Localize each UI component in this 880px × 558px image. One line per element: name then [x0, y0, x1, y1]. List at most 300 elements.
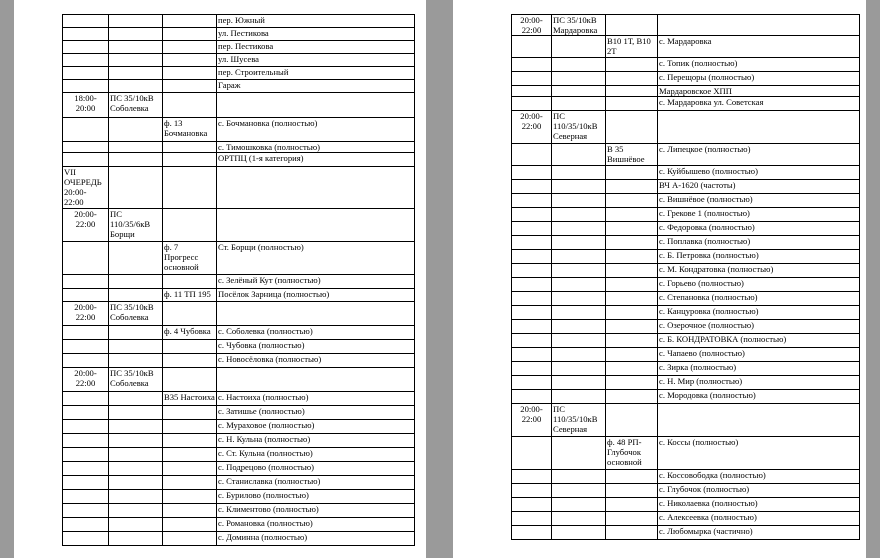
table-row — [512, 390, 860, 404]
table-row — [512, 512, 860, 526]
table-row — [512, 362, 860, 376]
feeder-cell — [606, 166, 658, 180]
feeder-cell — [606, 526, 658, 540]
table-row — [63, 392, 415, 406]
objects-cell: с. Мородовка (полностью) — [658, 390, 860, 404]
feeder-cell — [163, 153, 217, 167]
feeder-cell — [606, 264, 658, 278]
substation-cell — [552, 512, 606, 526]
substation-cell — [552, 390, 606, 404]
substation-cell — [109, 406, 163, 420]
substation-cell — [109, 167, 163, 209]
time-cell — [512, 334, 552, 348]
substation-cell — [552, 97, 606, 111]
feeder-cell — [606, 512, 658, 526]
objects-cell: с. Коссовободка (полностью) — [658, 470, 860, 484]
table-row — [512, 348, 860, 362]
feeder-cell — [163, 167, 217, 209]
time-cell — [512, 320, 552, 334]
feeder-cell — [163, 54, 217, 67]
time-cell — [512, 512, 552, 526]
objects-cell: с. М. Кондратовка (полностью) — [658, 264, 860, 278]
objects-cell: с. Николаевка (полностью) — [658, 498, 860, 512]
time-cell — [512, 236, 552, 250]
objects-cell — [217, 209, 415, 242]
feeder-cell — [606, 306, 658, 320]
objects-cell — [217, 93, 415, 118]
table-row — [63, 326, 415, 340]
substation-cell — [109, 504, 163, 518]
objects-cell: с. Ст. Кульна (полностью) — [217, 448, 415, 462]
objects-cell — [658, 404, 860, 437]
feeder-cell — [163, 93, 217, 118]
objects-cell: с. Мардаровка — [658, 36, 860, 58]
substation-cell: ПС 110/35/10кВ Северная — [552, 404, 606, 437]
objects-cell: с. Бурилово (полностью) — [217, 490, 415, 504]
table-row — [63, 142, 415, 153]
substation-cell — [109, 532, 163, 546]
objects-cell: с. Горьево (полностью) — [658, 278, 860, 292]
feeder-cell — [163, 368, 217, 392]
substation-cell — [109, 28, 163, 41]
substation-cell — [552, 437, 606, 470]
time-cell — [512, 58, 552, 72]
time-cell — [63, 80, 109, 93]
table-row — [512, 72, 860, 86]
substation-cell — [109, 242, 163, 275]
substation-cell: ПС 110/35/6кВ Борщи — [109, 209, 163, 242]
feeder-cell — [163, 28, 217, 41]
substation-cell — [552, 484, 606, 498]
table-row — [512, 470, 860, 484]
table-row — [63, 504, 415, 518]
objects-cell — [658, 111, 860, 144]
feeder-cell — [163, 275, 217, 289]
table-row — [63, 15, 415, 28]
feeder-cell — [606, 58, 658, 72]
time-cell — [63, 54, 109, 67]
time-cell — [512, 292, 552, 306]
time-cell — [63, 67, 109, 80]
time-cell — [63, 448, 109, 462]
substation-cell — [109, 326, 163, 340]
feeder-cell: ф. 4 Чубовка — [163, 326, 217, 340]
objects-cell: пер. Пестикова — [217, 41, 415, 54]
time-cell — [512, 264, 552, 278]
substation-cell — [109, 142, 163, 153]
objects-cell: с. Затишье (полностью) — [217, 406, 415, 420]
substation-cell — [552, 72, 606, 86]
substation-cell — [109, 80, 163, 93]
substation-cell — [552, 194, 606, 208]
substation-cell — [552, 320, 606, 334]
objects-cell: с. Глубочок (полностью) — [658, 484, 860, 498]
feeder-cell — [606, 334, 658, 348]
substation-cell — [109, 420, 163, 434]
feeder-cell — [163, 462, 217, 476]
time-cell — [63, 392, 109, 406]
substation-cell — [552, 250, 606, 264]
feeder-cell — [163, 490, 217, 504]
time-cell: 20:00- 22:00 — [63, 302, 109, 326]
feeder-cell — [606, 180, 658, 194]
table-row — [63, 28, 415, 41]
feeder-cell — [163, 80, 217, 93]
objects-cell: с. Поплавка (полностью) — [658, 236, 860, 250]
substation-cell — [109, 118, 163, 142]
feeder-cell: В 35 Вишнёвое — [606, 144, 658, 166]
feeder-cell — [606, 72, 658, 86]
feeder-cell — [163, 518, 217, 532]
time-cell — [63, 118, 109, 142]
feeder-cell: ф. 11 ТП 195 — [163, 289, 217, 302]
objects-cell: с. Бочмановка (полностью) — [217, 118, 415, 142]
feeder-cell — [606, 222, 658, 236]
table-row — [63, 67, 415, 80]
objects-cell: с. Доминна (полностью) — [217, 532, 415, 546]
substation-cell — [109, 153, 163, 167]
objects-cell — [217, 167, 415, 209]
feeder-cell — [606, 362, 658, 376]
table-row — [63, 434, 415, 448]
objects-cell: ВЧ А-1620 (частоты) — [658, 180, 860, 194]
substation-cell — [552, 58, 606, 72]
time-cell: VII ОЧЕРЕДЬ 20:00- 22:00 — [63, 167, 109, 209]
objects-cell: с. Озерочное (полностью) — [658, 320, 860, 334]
objects-cell: с. Грекове 1 (полностью) — [658, 208, 860, 222]
time-cell — [512, 222, 552, 236]
substation-cell — [109, 462, 163, 476]
table-row — [63, 93, 415, 118]
table-row — [63, 406, 415, 420]
objects-cell: с. Б. Петровка (полностью) — [658, 250, 860, 264]
table-row — [512, 222, 860, 236]
feeder-cell — [606, 376, 658, 390]
feeder-cell — [163, 340, 217, 354]
time-cell — [512, 72, 552, 86]
time-cell — [512, 470, 552, 484]
objects-cell: с. Настоиха (полностью) — [217, 392, 415, 406]
feeder-cell — [606, 15, 658, 36]
objects-cell: с. Тимошковка (полностью) — [217, 142, 415, 153]
table-row — [512, 144, 860, 166]
time-cell: 20:00- 22:00 — [63, 209, 109, 242]
feeder-cell — [606, 97, 658, 111]
table-row — [512, 86, 860, 97]
time-cell — [63, 142, 109, 153]
time-cell — [512, 36, 552, 58]
time-cell: 20:00- 22:00 — [512, 404, 552, 437]
table-row — [512, 58, 860, 72]
feeder-cell — [606, 194, 658, 208]
objects-cell: с. Степановка (полностью) — [658, 292, 860, 306]
objects-cell: с. Любомырка (частично) — [658, 526, 860, 540]
objects-cell: с. Куйбышево (полностью) — [658, 166, 860, 180]
time-cell — [512, 306, 552, 320]
substation-cell — [552, 264, 606, 278]
feeder-cell — [163, 209, 217, 242]
substation-cell — [552, 526, 606, 540]
time-cell — [512, 208, 552, 222]
substation-cell: ПС 35/10кВ Соболевка — [109, 368, 163, 392]
feeder-cell: В35 Настоиха — [163, 392, 217, 406]
feeder-cell — [163, 67, 217, 80]
time-cell — [512, 376, 552, 390]
objects-cell: Ст. Борщи (полностью) — [217, 242, 415, 275]
time-cell — [63, 518, 109, 532]
substation-cell — [552, 180, 606, 194]
time-cell — [63, 15, 109, 28]
objects-cell: с. Станиславка (полностью) — [217, 476, 415, 490]
time-cell — [63, 326, 109, 340]
objects-cell: с. Липецкое (полностью) — [658, 144, 860, 166]
objects-cell — [217, 368, 415, 392]
table-row — [63, 340, 415, 354]
table-row — [512, 498, 860, 512]
feeder-cell — [163, 434, 217, 448]
time-cell — [63, 41, 109, 54]
objects-cell: с. Топик (полностью) — [658, 58, 860, 72]
feeder-cell — [163, 476, 217, 490]
substation-cell — [109, 354, 163, 368]
time-cell — [63, 504, 109, 518]
time-cell — [512, 362, 552, 376]
table-row — [63, 420, 415, 434]
objects-cell: с. Климентово (полностью) — [217, 504, 415, 518]
time-cell: 18:00- 20:00 — [63, 93, 109, 118]
substation-cell: ПС 35/10кВ Соболевка — [109, 302, 163, 326]
substation-cell — [552, 306, 606, 320]
time-cell — [63, 462, 109, 476]
time-cell — [512, 278, 552, 292]
objects-cell: с. Н. Кульна (полностью) — [217, 434, 415, 448]
objects-cell: ул. Шусева — [217, 54, 415, 67]
time-cell — [63, 490, 109, 504]
table-row — [512, 208, 860, 222]
substation-cell — [552, 348, 606, 362]
objects-cell: с. Вишнёвое (полностью) — [658, 194, 860, 208]
substation-cell — [109, 490, 163, 504]
table-row — [63, 518, 415, 532]
feeder-cell — [606, 250, 658, 264]
objects-cell: с. Чубовка (полностью) — [217, 340, 415, 354]
table-row — [512, 334, 860, 348]
time-cell — [512, 180, 552, 194]
substation-cell — [552, 36, 606, 58]
table-row — [63, 289, 415, 302]
feeder-cell: ф. 48 РП- Глубочок основной — [606, 437, 658, 470]
substation-cell — [552, 166, 606, 180]
feeder-cell — [606, 86, 658, 97]
objects-cell: с. Б. КОНДРАТОВКА (полностью) — [658, 334, 860, 348]
substation-cell — [552, 86, 606, 97]
time-cell — [63, 28, 109, 41]
table-row — [512, 36, 860, 58]
table-row — [63, 54, 415, 67]
feeder-cell — [606, 292, 658, 306]
feeder-cell — [606, 390, 658, 404]
objects-cell: пер. Южный — [217, 15, 415, 28]
table-row — [512, 306, 860, 320]
feeder-cell — [606, 498, 658, 512]
objects-cell: с. Чапаево (полностью) — [658, 348, 860, 362]
feeder-cell: В10 1Т, В10 2Т — [606, 36, 658, 58]
substation-cell — [109, 41, 163, 54]
time-cell: 20:00- 22:00 — [512, 111, 552, 144]
table-row — [512, 264, 860, 278]
substation-cell — [552, 222, 606, 236]
feeder-cell — [606, 208, 658, 222]
feeder-cell — [163, 41, 217, 54]
table-row — [512, 292, 860, 306]
time-cell: 20:00- 22:00 — [63, 368, 109, 392]
objects-cell: Мардаровское ХПП — [658, 86, 860, 97]
table-row — [63, 302, 415, 326]
feeder-cell — [163, 406, 217, 420]
time-cell — [63, 153, 109, 167]
objects-cell: с. Перещоры (полностью) — [658, 72, 860, 86]
feeder-cell — [163, 532, 217, 546]
table-row — [63, 275, 415, 289]
substation-cell — [552, 334, 606, 348]
time-cell — [63, 242, 109, 275]
objects-cell: с. Мардаровка ул. Советская — [658, 97, 860, 111]
objects-cell: с. Федоровка (полностью) — [658, 222, 860, 236]
table-row — [512, 236, 860, 250]
schedule-table-left — [62, 14, 415, 546]
objects-cell: Посёлок Зарница (полностью) — [217, 289, 415, 302]
table-row — [512, 376, 860, 390]
substation-cell — [109, 275, 163, 289]
table-row — [512, 194, 860, 208]
feeder-cell — [606, 236, 658, 250]
feeder-cell — [163, 142, 217, 153]
time-cell — [512, 390, 552, 404]
substation-cell: ПС 35/10кВ Мардаровка — [552, 15, 606, 36]
time-cell — [63, 406, 109, 420]
table-row — [63, 490, 415, 504]
table-row — [512, 250, 860, 264]
table-row — [512, 180, 860, 194]
substation-cell — [552, 278, 606, 292]
objects-cell: ул. Пестикова — [217, 28, 415, 41]
time-cell — [512, 166, 552, 180]
feeder-cell — [163, 302, 217, 326]
time-cell — [63, 532, 109, 546]
table-row — [512, 166, 860, 180]
substation-cell — [109, 54, 163, 67]
feeder-cell: ф. 13 Бочмановка — [163, 118, 217, 142]
document-page-left — [14, 0, 426, 558]
objects-cell — [658, 15, 860, 36]
table-row — [512, 97, 860, 111]
objects-cell: пер. Строительный — [217, 67, 415, 80]
table-row — [63, 242, 415, 275]
objects-cell: с. Зирка (полностью) — [658, 362, 860, 376]
substation-cell — [552, 376, 606, 390]
time-cell — [512, 194, 552, 208]
time-cell — [512, 250, 552, 264]
table-row — [63, 354, 415, 368]
objects-cell: с. Романовка (полностью) — [217, 518, 415, 532]
time-cell — [512, 437, 552, 470]
feeder-cell — [163, 448, 217, 462]
table-row — [512, 111, 860, 144]
objects-cell: с. Мураховое (полностью) — [217, 420, 415, 434]
substation-cell — [109, 289, 163, 302]
table-row — [63, 118, 415, 142]
substation-cell — [109, 392, 163, 406]
substation-cell — [109, 15, 163, 28]
feeder-cell — [606, 111, 658, 144]
substation-cell — [552, 292, 606, 306]
time-cell — [512, 498, 552, 512]
objects-cell: с. Новосёловка (полностью) — [217, 354, 415, 368]
document-page-right — [453, 0, 866, 558]
table-row — [512, 15, 860, 36]
feeder-cell — [606, 470, 658, 484]
objects-cell: ОРТПЦ (1-я категория) — [217, 153, 415, 167]
feeder-cell — [163, 15, 217, 28]
table-row — [512, 437, 860, 470]
time-cell: 20:00- 22:00 — [512, 15, 552, 36]
table-row — [63, 368, 415, 392]
table-row — [512, 278, 860, 292]
time-cell — [512, 144, 552, 166]
substation-cell — [552, 498, 606, 512]
time-cell — [63, 275, 109, 289]
table-row — [63, 153, 415, 167]
table-row — [63, 80, 415, 93]
substation-cell — [109, 67, 163, 80]
substation-cell — [552, 144, 606, 166]
table-row — [512, 404, 860, 437]
table-row — [63, 462, 415, 476]
substation-cell — [552, 208, 606, 222]
substation-cell — [109, 518, 163, 532]
table-row — [63, 532, 415, 546]
objects-cell: с. Н. Мир (полностью) — [658, 376, 860, 390]
table-row — [63, 167, 415, 209]
feeder-cell — [163, 420, 217, 434]
substation-cell — [552, 362, 606, 376]
substation-cell — [109, 448, 163, 462]
table-row — [63, 209, 415, 242]
time-cell — [512, 484, 552, 498]
feeder-cell — [606, 278, 658, 292]
objects-cell: с. Подрецово (полностью) — [217, 462, 415, 476]
substation-cell — [552, 236, 606, 250]
feeder-cell — [606, 320, 658, 334]
time-cell — [512, 348, 552, 362]
time-cell — [512, 526, 552, 540]
time-cell — [512, 97, 552, 111]
time-cell — [63, 420, 109, 434]
schedule-table-right — [511, 14, 860, 540]
feeder-cell — [606, 404, 658, 437]
objects-cell: Гараж — [217, 80, 415, 93]
substation-cell — [552, 470, 606, 484]
table-row — [512, 526, 860, 540]
objects-cell: с. Соболевка (полностью) — [217, 326, 415, 340]
table-row — [63, 41, 415, 54]
time-cell — [63, 354, 109, 368]
feeder-cell: ф. 7 Прогресс основной — [163, 242, 217, 275]
substation-cell — [109, 476, 163, 490]
objects-cell: с. Алексеевка (полностью) — [658, 512, 860, 526]
substation-cell — [109, 434, 163, 448]
feeder-cell — [606, 348, 658, 362]
